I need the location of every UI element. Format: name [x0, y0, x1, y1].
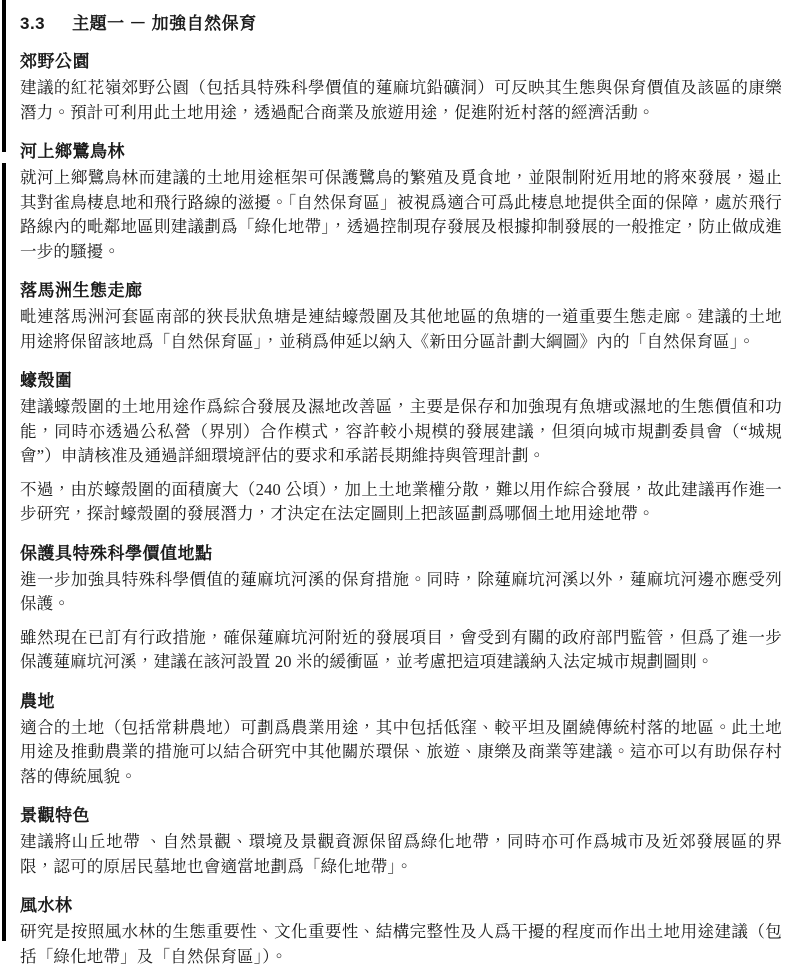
section-heading: 風水林: [20, 896, 73, 915]
section-heading: 落馬洲生態走廊: [20, 281, 143, 300]
page-title-text: 主題一 － 加強自然保育: [72, 14, 257, 33]
document-section: [20, 366, 782, 527]
paragraph: 適合的土地（包括常耕農地）可劃爲農業用途，其中包括低窪、較平坦及圍繞傳統村落的地區。此土地用途及推動農業的措施可以結合研究中其他關於環保、旅遊、康樂及商業等建議。這亦可以有助保存村落的傳統風貌。: [20, 717, 782, 786]
document-section: [20, 891, 782, 969]
document-section: [20, 539, 782, 675]
paragraph: 毗連落馬洲河套區南部的狹長狀魚塘是連結蠔殼圍及其他地區的魚塘的一道重要生態走廊。建議的土地用途將保留該地爲「自然保育區」，並稍爲伸延以納入《新田分區計劃大綱圖》內的「自然保育區」。: [20, 307, 782, 351]
section-heading: 蠔殼圍: [20, 371, 73, 390]
paragraph: 建議將山丘地帶 、自然景觀、環境及景觀資源保留爲綠化地帶，同時亦可作爲城市及近郊發展區的界限，認可的原居民墓地也會適當地劃爲「綠化地帶」。: [20, 832, 782, 876]
paragraph: 進一步加強具特殊科學價值的蓮麻坑河溪的保育措施。同時，除蓮麻坑河溪以外，蓮麻坑河邊亦應受列保護。: [20, 569, 782, 613]
revision-change-bar-bottom: [2, 163, 6, 941]
paragraph: 不過，由於蠔殼圍的面積廣大（240 公頃），加上土地業權分散，難以用作綜合發展，故此建議再作進一步研究，探討蠔殼圍的發展潛力，才決定在法定圖則上把該區劃爲哪個土地用途地帶。: [20, 479, 782, 523]
section-heading: 農地: [20, 691, 55, 711]
document-section: [20, 276, 782, 354]
section-heading: 保護具特殊科學價值地點: [20, 543, 213, 563]
paragraph: 建議蠔殼圍的土地用途作爲綜合發展及濕地改善區，主要是保存和加強現有魚塘或濕地的生態價值和功能，同時亦透過公私營（界別）合作模式，容許較小規模的發展建議，但須向城市規劃委員會（“城規會”）申請核准及通過詳細環境評估的要求和承諾長期維持與管理計劃。: [20, 397, 782, 465]
document-section: [20, 47, 782, 125]
sections: [20, 47, 782, 969]
section-heading: 河上鄉鷺鳥林: [20, 142, 125, 161]
section-number: 3.3: [20, 14, 46, 33]
paragraph: 建議的紅花嶺郊野公園（包括具特殊科學價值的蓮麻坑鉛礦洞）可反映其生態與保育價值及該區的康樂潛力。預計可利用此土地用途，透過配合商業及旅遊用途，促進附近村落的經濟活動。: [20, 78, 782, 122]
document-section: [20, 687, 782, 790]
revision-change-bar-top: [2, 0, 6, 152]
document-section: [20, 137, 782, 264]
paragraph: 雖然現在已訂有行政措施，確保蓮麻坑河附近的發展項目，會受到有關的政府部門監管，但爲了進一步保護蓮麻坑河溪，建議在該河設置 20 米的緩衝區，並考慮把這項建議納入法定城市規劃圖則。: [20, 627, 782, 671]
section-heading: 景觀特色: [20, 806, 90, 825]
paragraph: 研究是按照風水林的生態重要性、文化重要性、結構完整性及人爲干擾的程度而作出土地用途建議（包括「綠化地帶」及「自然保育區」）。: [20, 922, 782, 966]
paragraph: 就河上鄉鷺鳥林而建議的土地用途框架可保護鷺鳥的繁殖及覓食地，並限制附近用地的將來發展，遏止其對雀鳥棲息地和飛行路線的滋擾。「自然保育區」被視爲適合可爲此棲息地提供全面的保障，處於飛行路線內的毗鄰地區則建議劃爲「綠化地帶」，透過控制現存發展及根據抑制發展的一般推定，防止做成進一步的騷擾。: [20, 168, 782, 261]
document-section: [20, 801, 782, 879]
page-title: [20, 9, 782, 34]
section-heading: 郊野公園: [20, 52, 90, 71]
